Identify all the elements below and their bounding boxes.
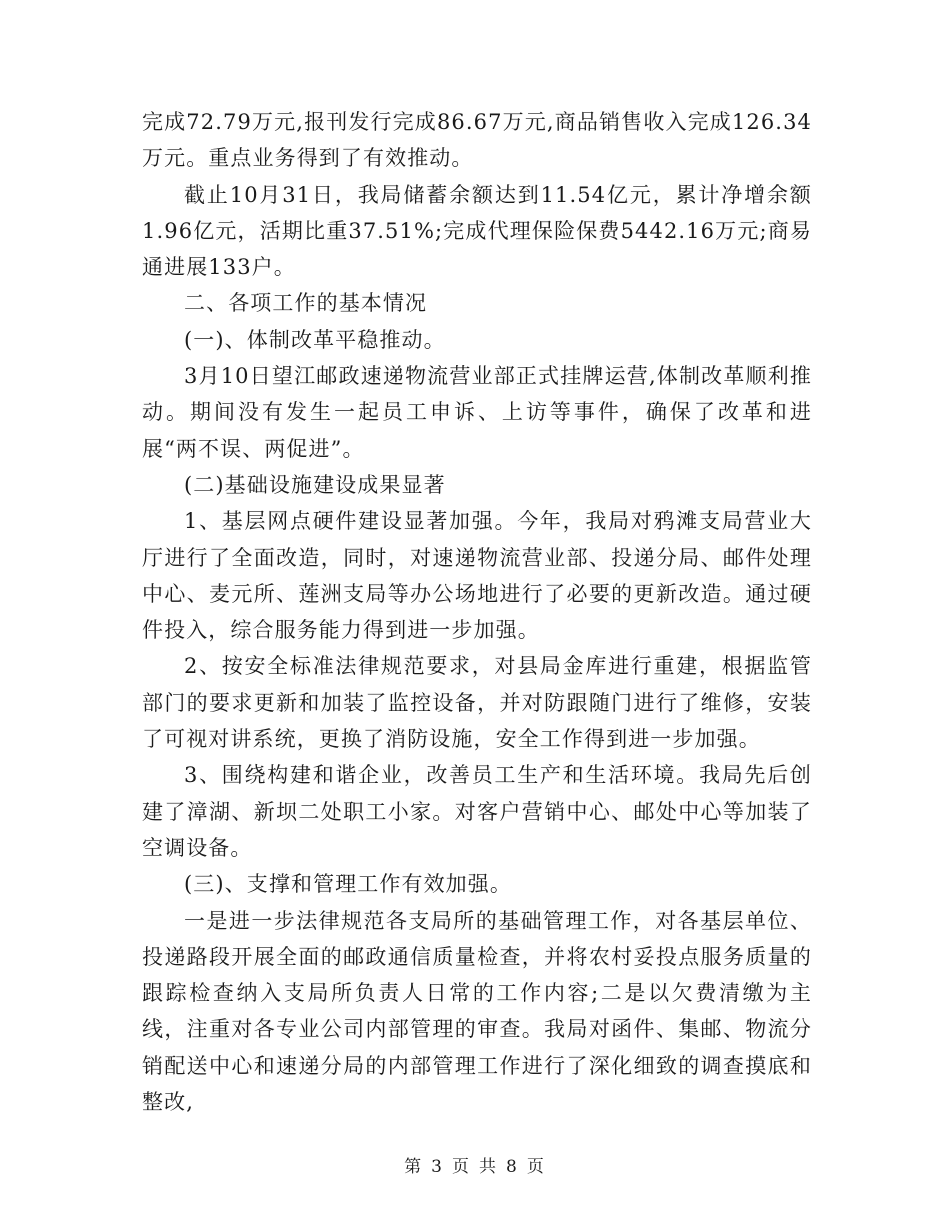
footer-label-page: 第 (404, 1157, 424, 1177)
footer-label-ye: 页 (452, 1157, 471, 1177)
subheading-3: (三)、支撑和管理工作有效加强。 (184, 872, 512, 897)
paragraph-4: 1、基层网点硬件建设显著加强。今年，我局对鸦滩支局营业大厅进行了全面改造，同时，对速递物流营业部、投递分局、邮件处理中心、麦元所、莲洲支局等办公场地进行了必要的更新改造。通过硬件投入，综合服务能力得到进一步加强。 (142, 509, 812, 643)
footer-label-ye-2: 页 (526, 1157, 546, 1177)
total-pages-number: 8 (506, 1157, 519, 1177)
paragraph-2: 截止10月31日，我局储蓄余额达到11.54亿元，累计净增余额1.96亿元，活期比重37.51%;完成代理保险保费5442.16万元;商易通进展133户。 (142, 182, 812, 280)
paragraph-7: 一是进一步法律规范各支局所的基础管理工作，对各基层单位、投递路段开展全面的邮政通信质量检查，并将农村妥投点服务质量的跟踪检查纳入支局所负责人日常的工作内容;二是以欠费清缴为主线，注重对各专业公司内部管理的审查。我局对函件、集邮、物流分销配送中心和速递分局的内部管理工作进行了深化细致的调查摸底和整改, (142, 908, 812, 1115)
current-page-number: 3 (431, 1157, 444, 1177)
document-body (142, 104, 812, 1120)
paragraph-6: 3、围绕构建和谐企业，改善员工生产和生活环境。我局先后创建了漳湖、新坝二处职工小家。对客户营销中心、邮处中心等加装了空调设备。 (142, 763, 812, 860)
page-footer (0, 1152, 950, 1177)
section-heading-2: 二、各项工作的基本情况 (184, 291, 428, 316)
paragraph-5: 2、按安全标准法律规范要求，对县局金库进行重建，根据监管部门的要求更新和加装了监控设备，并对防跟随门进行了维修，安装了可视对讲系统，更换了消防设施，安全工作得到进一步加强。 (142, 654, 812, 752)
subheading-2: (二)基础设施建设成果显著 (184, 472, 446, 497)
subheading-1: (一)、体制改革平稳推动。 (184, 327, 446, 352)
paragraph-1: 完成72.79万元,报刊发行完成86.67万元,商品销售收入完成126.34万元。重点业务得到了有效推动。 (142, 110, 812, 171)
footer-label-total: 共 (479, 1157, 498, 1177)
paragraph-3: 3月10日望江邮政速递物流营业部正式挂牌运营,体制改革顺利推动。期间没有发生一起员工申诉、上访等事件，确保了改革和进展“两不误、两促进”。 (142, 364, 812, 461)
